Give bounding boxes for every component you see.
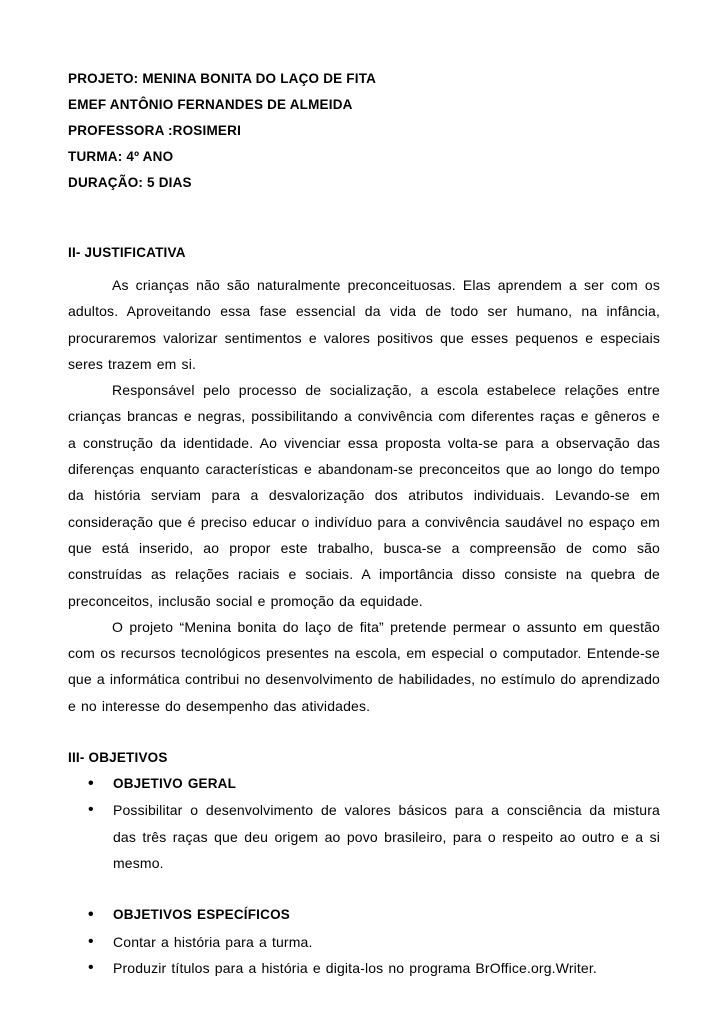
objetivo-especifico-2: Produzir títulos para a história e digita-los no programa BrOffice.org.Writer. bbox=[113, 959, 597, 976]
bullet-icon: • bbox=[88, 906, 94, 924]
list-item bbox=[68, 771, 660, 797]
bullet-icon: • bbox=[88, 958, 94, 976]
objetivo-geral-list bbox=[68, 771, 660, 876]
justificativa-title: II- JUSTIFICATIVA bbox=[68, 245, 186, 260]
document-page bbox=[68, 66, 660, 981]
project-duration: DURAÇÃO: 5 DIAS bbox=[68, 175, 192, 190]
objetivo-especifico-1: Contar a história para a turma. bbox=[113, 933, 313, 950]
objetivo-geral-text: Possibilitar o desenvolvimento de valores básicos para a consciência da mistura das três raças que deu origem ao povo brasileiro, para o respeito ao outro e a si mesmo. bbox=[113, 802, 660, 871]
class-grade: TURMA: 4º ANO bbox=[68, 149, 174, 164]
justificativa-paragraph-1: As crianças não são naturalmente preconceituosas. Elas aprendem a ser com os adultos. Aproveitando essa fase essencial da vida de todo ser humano, na infância, procuraremos valorizar sentimentos e valores positivos que esses pequenos e especiais seres trazem em si. bbox=[68, 277, 660, 372]
school-name: EMEF ANTÔNIO FERNANDES DE ALMEIDA bbox=[68, 97, 353, 112]
justificativa-paragraph-2: Responsável pelo processo de socialização, a escola estabelece relações entre crianças brancas e negras, possibilitando a convivência com diferentes raças e gêneros e a construção da identidade. Ao vivenciar essa proposta volta-se para a observação das diferenças enquanto características e abandonam-se preconceitos que ao longo do tempo da história serviam para a desvalorização dos atributos individuais. Levando-se em consideração que é preciso educar o indivíduo para a convivência saudável no espaço em que está inserido, ao propor este trabalho, busca-se a compreensão de como são construídas as relações raciais e sociais. A importância disso consiste na quebra de preconceitos, inclusão social e promoção da equidade. bbox=[68, 382, 660, 609]
list-item bbox=[68, 797, 660, 876]
list-item bbox=[68, 955, 660, 981]
objetivo-geral-heading: OBJETIVO GERAL bbox=[113, 776, 237, 792]
objetivos-especificos-heading: OBJETIVOS ESPECÍFICOS bbox=[113, 907, 290, 923]
objetivos-especificos-list bbox=[68, 902, 660, 981]
justificativa-section bbox=[68, 240, 660, 719]
objetivos-title: III- OBJETIVOS bbox=[68, 750, 168, 766]
document-header bbox=[68, 66, 660, 196]
objetivos-section bbox=[68, 745, 660, 981]
list-item bbox=[68, 929, 660, 955]
bullet-icon: • bbox=[88, 775, 94, 793]
list-item bbox=[68, 902, 660, 928]
project-title: PROJETO: MENINA BONITA DO LAÇO DE FITA bbox=[68, 71, 377, 86]
bullet-icon: • bbox=[88, 801, 94, 819]
justificativa-paragraph-3: O projeto “Menina bonita do laço de fita” pretende permear o assunto em questão com os recursos tecnológicos presentes na escola, em especial o computador. Entende-se que a informática contribui no desenvolvimento de habilidades, no estímulo do aprendizado e no interesse do desempenho das atividades. bbox=[68, 618, 660, 714]
teacher-name: PROFESSORA :ROSIMERI bbox=[68, 123, 242, 138]
bullet-icon: • bbox=[88, 932, 94, 950]
